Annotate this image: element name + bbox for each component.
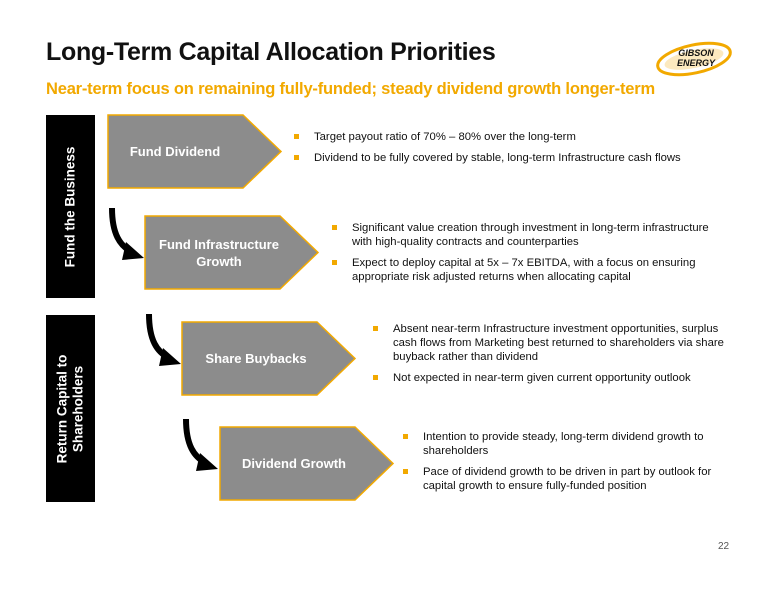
bullet-item: Target payout ratio of 70% – 80% over the long-term <box>292 130 742 144</box>
bullet-item: Expect to deploy capital at 5x – 7x EBITDA, with a focus on ensuring appropriate risk adjusted returns when allocating capital <box>330 256 730 284</box>
bullet-list-fund-infrastructure <box>330 221 730 291</box>
curved-arrow-icon <box>145 312 185 368</box>
priority-box-dividend-growth <box>219 426 395 501</box>
section-bar-return-capital <box>46 315 95 502</box>
bullet-item: Pace of dividend growth to be driven in part by outlook for capital growth to ensure fully-funded position <box>401 465 736 493</box>
bullet-list-dividend-growth <box>401 430 736 500</box>
page-number: 22 <box>718 541 730 552</box>
bullet-item: Dividend to be fully covered by stable, long-term Infrastructure cash flows <box>292 151 742 165</box>
section-label: Fund the Business <box>62 146 78 267</box>
page-title: Long-Term Capital Allocation Priorities <box>46 38 496 66</box>
section-bar-fund-business <box>46 115 95 298</box>
curved-arrow-icon <box>182 417 222 473</box>
bullet-item: Intention to provide steady, long-term dividend growth to shareholders <box>401 430 736 458</box>
bullet-item: Significant value creation through investment in long-term infrastructure with high-quality contracts and counterparties <box>330 221 730 249</box>
priority-label: Fund Infrastructure Growth <box>159 236 279 269</box>
curved-arrow-icon <box>108 206 148 262</box>
priority-label: Share Buybacks <box>205 351 307 366</box>
bullet-item: Not expected in near-term given current opportunity outlook <box>371 371 741 385</box>
page-subtitle: Near-term focus on remaining fully-funded; steady dividend growth longer-term <box>46 80 655 98</box>
priority-label: Fund Dividend <box>129 144 221 159</box>
priority-box-share-buybacks <box>181 321 357 396</box>
bullet-list-share-buybacks <box>371 322 741 392</box>
logo-line2: ENERGY <box>676 58 716 68</box>
priority-box-fund-dividend <box>107 114 283 189</box>
logo-line1: GIBSON <box>678 48 714 58</box>
section-label: Return Capital to Shareholders <box>54 354 86 463</box>
priority-box-fund-infrastructure-growth <box>144 215 320 290</box>
bullet-list-fund-dividend <box>292 130 742 172</box>
gibson-energy-logo <box>654 38 734 78</box>
priority-label: Dividend Growth <box>242 456 346 471</box>
bullet-item: Absent near-term Infrastructure investment opportunities, surplus cash flows from Marketing best returned to shareholders via share buyback rather than dividend <box>371 322 741 364</box>
